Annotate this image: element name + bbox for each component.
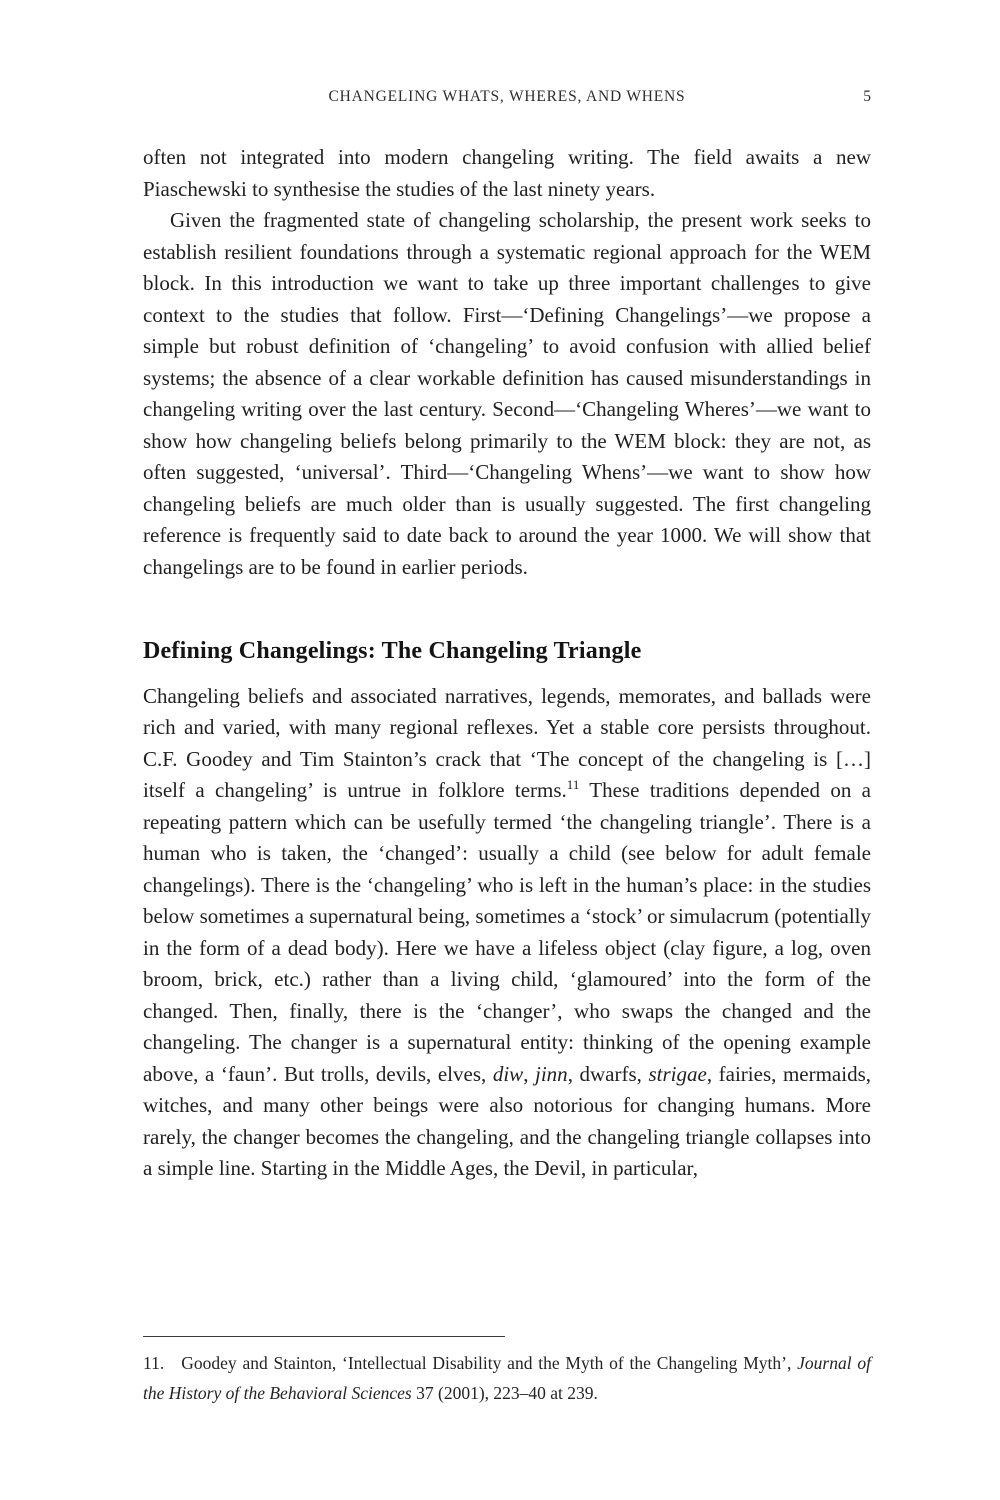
running-header-title: CHANGELING WHATS, WHERES, AND WHENS [328, 88, 686, 105]
footnote [143, 1336, 871, 1408]
paragraph: Changeling beliefs and associated narratives, legends, memorates, and ballads were rich and varied, with many regional reflexes. Yet a stable core persists throughout. C.F. Goodey and Tim Stainton’s crack that ‘The concept of the changeling is […] itself a changeling’ is untrue in folklore terms.$^{11}$ These traditions depended on a repeating pattern which can be usefully termed ‘the changeling triangle’. There is a human who is taken, the ‘changed’: usually a child (see below for adult female changelings). There is the ‘changeling’ who is left in the human’s place: in the studies below sometimes a supernatural being, sometimes a ‘stock’ or simulacrum (potentially in the form of a dead body). Here we have a lifeless object (clay figure, a log, oven broom, brick, etc.) rather than a living child, ‘glamoured’ into the form of the changed. Then, finally, there is the ‘changer’, who swaps the changed and the changeling. The changer is a supernatural entity: thinking of the opening example above, a ‘faun’. But trolls, devils, elves, diw, jinn, dwarfs, strigae, fairies, mermaids, witches, and many other beings were also notorious for changing humans. More rarely, the changer becomes the changeling, and the changeling triangle collapses into a simple line. Starting in the Middle Ages, the Devil, in particular, [143, 683, 872, 1180]
footnote-rule [143, 1336, 505, 1337]
paragraph: often not integrated into modern changeling writing. The field awaits a new Piaschewski to synthesise the studies of the last ninety years. [143, 145, 871, 201]
running-header [143, 88, 871, 110]
page-number: 5 [863, 88, 871, 105]
footnote-text: 11. Goodey and Stainton, ‘Intellectual Disability and the Myth of the Changeling Myth’, Journal of the History of the Behavioral Sciences 37 (2001), 223–40 at 239. [143, 1353, 871, 1403]
section-heading: Defining Changelings: The Changeling Triangle [143, 638, 642, 664]
body-text [143, 142, 871, 1185]
paragraph: Given the fragmented state of changeling scholarship, the present work seeks to establish resilient foundations through a systematic regional approach for the WEM block. In this introduction we want to take up three important challenges to give context to the studies that follow. First—‘Defining Changelings’—we propose a simple but robust definition of ‘changeling’ to avoid confusion with allied belief systems; the absence of a clear workable definition has caused misunderstandings in changeling writing over the last century. Second—‘Changeling Wheres’—we want to show how changeling beliefs belong primarily to the WEM block: they are not, as often suggested, ‘universal’. Third—‘Changeling Whens’—we want to show how changeling beliefs are much older than is usually suggested. The first changeling reference is frequently said to date back to around the year 1000. We will show that changelings are to be found in earlier periods. [143, 208, 871, 579]
